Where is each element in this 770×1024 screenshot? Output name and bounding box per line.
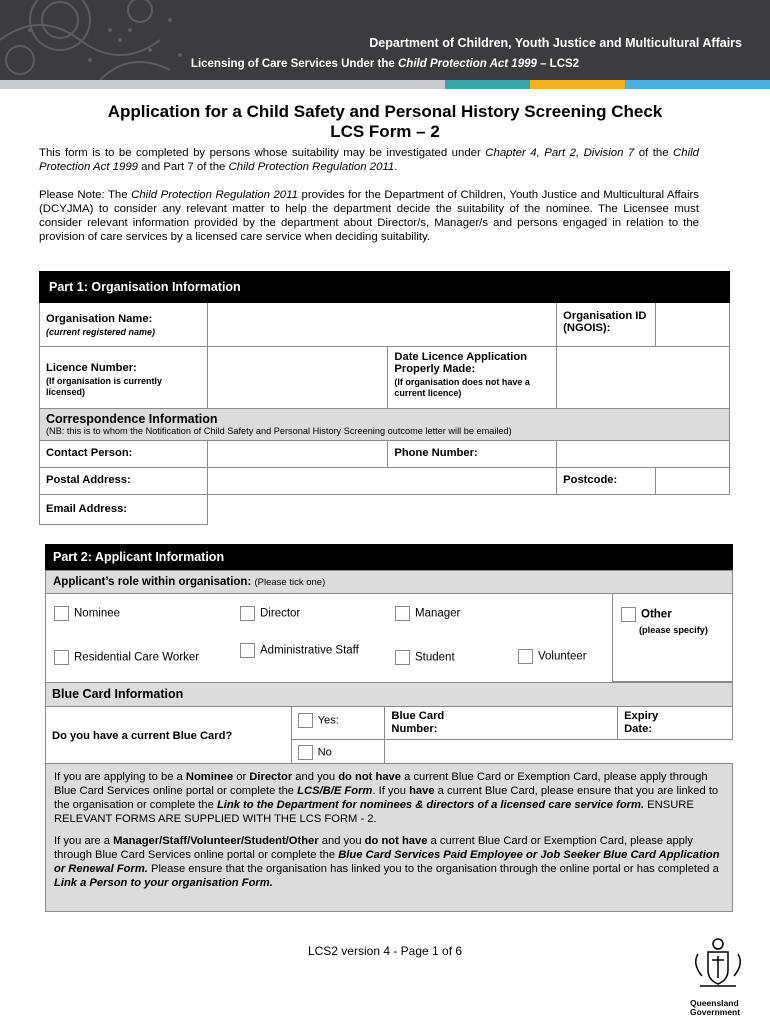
blue-card-question: Do you have a current Blue Card? bbox=[46, 707, 292, 765]
phone-number-label: Phone Number: bbox=[388, 441, 557, 468]
correspondence-section: Correspondence Information (NB: this is to whom the Notification of Child Safety and Personal History Screening outcome letter will be emailed) bbox=[40, 409, 730, 441]
org-id-field[interactable] bbox=[656, 303, 730, 347]
blue-card-yes-option[interactable]: Yes: bbox=[291, 707, 385, 740]
header-banner bbox=[0, 0, 770, 80]
director-checkbox[interactable] bbox=[240, 606, 255, 621]
please-note-paragraph: Please Note: The Child Protection Regulation 2011 provides for the Department of Children, Youth Justice and Multicultural Affairs (DCYJMA) to consider any relevant matter to help the department decide the suitability of the nominee. The Licensee must consider relevant information provided by the department about Director/s, Manager/s and persons engaged in relation to the provision of care services by a licensed care service when deciding suitability. bbox=[39, 189, 699, 243]
no-checkbox[interactable] bbox=[298, 745, 313, 760]
blue-card-header: Blue Card Information bbox=[46, 683, 733, 707]
role-residential-option[interactable]: Residential Care Worker bbox=[54, 650, 199, 665]
intro-paragraph: This form is to be completed by persons whose suitability may be investigated under Chapter 4, Part 2, Division 7 of the Child Protection Act 1999 and Part 7 of the Child Protection Regulation 2011. bbox=[39, 147, 699, 173]
role-student-option[interactable]: Student bbox=[395, 650, 455, 665]
residential-checkbox[interactable] bbox=[54, 650, 69, 665]
role-nominee-option[interactable]: Nominee bbox=[54, 606, 120, 621]
postal-address-field[interactable] bbox=[207, 468, 556, 495]
expiry-date[interactable]: Expiry Date: bbox=[618, 707, 733, 740]
contact-person-field[interactable] bbox=[207, 441, 388, 468]
other-note: (please specify) bbox=[639, 625, 708, 635]
org-id-label: Organisation ID (NGOIS): bbox=[557, 303, 656, 347]
nominee-checkbox[interactable] bbox=[54, 606, 69, 621]
part2-header: Part 2: Applicant Information bbox=[45, 544, 733, 570]
postal-address-label: Postal Address: bbox=[40, 468, 208, 495]
role-admin-option[interactable]: Administrative Staff bbox=[240, 643, 360, 658]
banner-subtitle: Licensing of Care Services Under the Child Protection Act 1999 – LCS2 bbox=[190, 58, 580, 70]
email-address-label: Email Address: bbox=[40, 495, 208, 525]
org-name-label: Organisation Name: (current registered name) bbox=[40, 303, 208, 347]
postcode-label: Postcode: bbox=[557, 468, 656, 495]
student-checkbox[interactable] bbox=[395, 650, 410, 665]
colour-stripes bbox=[0, 80, 770, 89]
queensland-government-logo bbox=[690, 934, 746, 1017]
logo-text: Queensland Government bbox=[690, 998, 741, 1017]
role-director-option[interactable]: Director bbox=[240, 606, 300, 621]
blank-cell bbox=[385, 740, 733, 765]
admin-checkbox[interactable] bbox=[240, 643, 255, 658]
instructions-staff: If you are a Manager/Staff/Volunteer/Student/Other and you do not have a current Blue Card or Exemption Card, please apply through Blue Card Services online portal or complete the Blue Card Services Paid Employee or Job Seeker Blue Card Application or Renewal Form. Please ensure that the organisation has linked you to the organisation through the online portal or has completed a Link a Person to your organisation Form. bbox=[54, 835, 720, 889]
postcode-field[interactable] bbox=[656, 468, 730, 495]
page-title: Application for a Child Safety and Personal History Screening Check LCS Form – 2 bbox=[107, 102, 663, 141]
date-licence-label: Date Licence Application Properly Made: (If organisation does not have a current licence) bbox=[388, 347, 557, 409]
department-name: Department of Children, Youth Justice and Multicultural Affairs bbox=[369, 36, 742, 50]
part1-header: Part 1: Organisation Information bbox=[40, 272, 730, 303]
contact-person-label: Contact Person: bbox=[40, 441, 208, 468]
other-checkbox[interactable] bbox=[621, 607, 636, 622]
manager-checkbox[interactable] bbox=[395, 606, 410, 621]
licence-number-field[interactable] bbox=[207, 347, 388, 409]
phone-number-field[interactable] bbox=[557, 441, 730, 468]
page-footer: LCS2 version 4 - Page 1 of 6 bbox=[307, 944, 463, 958]
org-name-field[interactable] bbox=[207, 303, 556, 347]
yes-checkbox[interactable] bbox=[298, 713, 313, 728]
blue-card-table bbox=[45, 682, 733, 765]
blue-card-number[interactable]: Blue Card Number: bbox=[385, 707, 618, 740]
crest-icon bbox=[690, 934, 746, 994]
licence-number-label: Licence Number: (If organisation is currently licensed) bbox=[40, 347, 208, 409]
date-licence-field[interactable] bbox=[557, 347, 730, 409]
role-volunteer-option[interactable]: Volunteer bbox=[518, 649, 587, 664]
volunteer-checkbox[interactable] bbox=[518, 649, 533, 664]
blue-card-instructions bbox=[45, 763, 733, 912]
part1-table bbox=[39, 271, 730, 525]
role-row: Applicant’s role within organisation: (Please tick one) bbox=[45, 570, 733, 594]
blue-card-no-option[interactable]: No bbox=[291, 740, 385, 765]
role-other-option[interactable]: Other bbox=[621, 607, 672, 622]
email-address-field[interactable] bbox=[207, 495, 729, 525]
role-manager-option[interactable]: Manager bbox=[395, 606, 460, 621]
instructions-nominee: If you are applying to be a Nominee or Director and you do not have a current Blue Card or Exemption Card, please apply through Blue Card Services online portal or complete the LCS/B/E Form. If you have a current Blue Card, please ensure that you are linked to the organisation or complete the Link to the Department for nominees & directors of a licensed care service form. ENSURE RELEVANT FORMS ARE SUPPLIED WITH THE LCS FORM - 2. bbox=[54, 771, 719, 825]
